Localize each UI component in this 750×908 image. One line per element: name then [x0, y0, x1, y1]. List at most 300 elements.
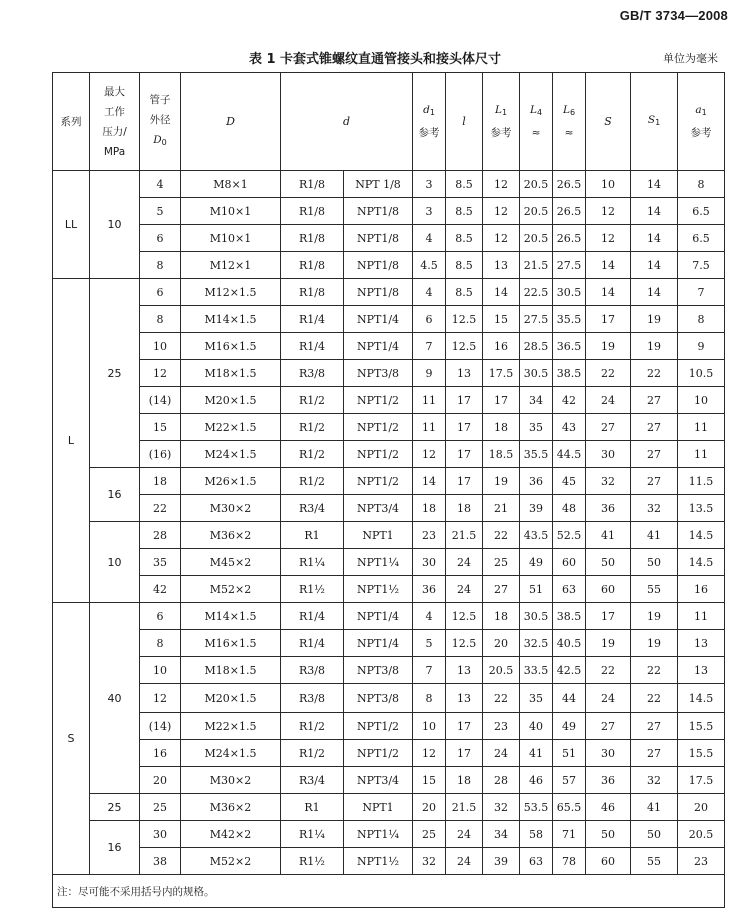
table-cell: 65.5: [553, 794, 586, 821]
table-cell: 51: [520, 576, 553, 603]
table-cell: 41: [520, 740, 553, 767]
table-cell: 13: [446, 684, 483, 713]
table-cell: 17.5: [483, 360, 520, 387]
table-cell: 12: [413, 740, 446, 767]
table-cell: R1/2: [281, 713, 344, 740]
table-cell: 14: [413, 468, 446, 495]
table-cell: M45×2: [181, 549, 281, 576]
table-row: [53, 171, 725, 198]
table-cell: M24×1.5: [181, 740, 281, 767]
table-cell: 46: [586, 794, 631, 821]
table-cell: 15: [140, 414, 181, 441]
table-cell: 17: [586, 306, 631, 333]
table-cell: (14): [140, 387, 181, 414]
table-row: [53, 522, 725, 549]
table-cell: 11: [678, 441, 725, 468]
table-cell: 52.5: [553, 522, 586, 549]
table-cell: NPT3/4: [344, 495, 413, 522]
table-cell: 24: [446, 821, 483, 848]
table-row: [53, 767, 725, 794]
table-cell: 19: [483, 468, 520, 495]
table-cell: 17: [446, 740, 483, 767]
table-cell: 13.5: [678, 495, 725, 522]
table-cell: 17: [446, 713, 483, 740]
table-cell: 10: [140, 657, 181, 684]
col-S-header: S: [586, 73, 631, 171]
table-cell: M14×1.5: [181, 306, 281, 333]
table-cell: NPT1: [344, 522, 413, 549]
table-cell: 17: [446, 441, 483, 468]
table-cell: 13: [446, 657, 483, 684]
table-cell: 30.5: [520, 603, 553, 630]
table-cell: 30.5: [520, 360, 553, 387]
table-cell: M52×2: [181, 848, 281, 875]
table-cell: 14: [631, 198, 678, 225]
table-cell: 12: [483, 171, 520, 198]
table-cell: 60: [586, 848, 631, 875]
table-cell: 51: [553, 740, 586, 767]
table-cell: R1: [281, 522, 344, 549]
col-L6-header: $L_6$ ≈: [553, 73, 586, 171]
table-cell: 7: [413, 657, 446, 684]
table-cell: R1/4: [281, 333, 344, 360]
table-cell: 44: [553, 684, 586, 713]
table-cell: 12: [483, 225, 520, 252]
table-cell: 36: [413, 576, 446, 603]
table-cell: 19: [631, 630, 678, 657]
table-cell: 22: [483, 684, 520, 713]
table-cell: R1¼: [281, 821, 344, 848]
table-cell: 18: [413, 495, 446, 522]
table-cell: 14.5: [678, 522, 725, 549]
table-cell: 15: [413, 767, 446, 794]
table-cell: M24×1.5: [181, 441, 281, 468]
pressure-cell: 16: [90, 468, 140, 522]
table-cell: 12: [413, 441, 446, 468]
table-cell: 20.5: [520, 171, 553, 198]
table-cell: R3/8: [281, 360, 344, 387]
table-cell: 12: [586, 225, 631, 252]
table-cell: NPT1/2: [344, 713, 413, 740]
table-cell: 45: [553, 468, 586, 495]
table-cell: 24: [483, 740, 520, 767]
table-cell: 44.5: [553, 441, 586, 468]
table-cell: 32: [413, 848, 446, 875]
table-cell: 28: [140, 522, 181, 549]
table-note: 注：尽可能不采用括号内的规格。: [53, 875, 725, 908]
table-cell: 50: [631, 821, 678, 848]
table-cell: 21.5: [446, 794, 483, 821]
table-cell: 15.5: [678, 740, 725, 767]
table-cell: 7.5: [678, 252, 725, 279]
table-cell: 48: [553, 495, 586, 522]
table-cell: 8: [678, 306, 725, 333]
table-cell: NPT1/4: [344, 630, 413, 657]
table-cell: 27: [631, 713, 678, 740]
table-row: [53, 414, 725, 441]
col-d-header: d: [281, 73, 413, 171]
table-cell: 40.5: [553, 630, 586, 657]
table-cell: NPT1/8: [344, 279, 413, 306]
table-cell: M36×2: [181, 522, 281, 549]
col-pressure-header: 最大 工作 压力/ MPa: [90, 73, 140, 171]
table-cell: 22: [586, 657, 631, 684]
note-row: [53, 875, 725, 908]
table-cell: 71: [553, 821, 586, 848]
table-cell: NPT1/8: [344, 225, 413, 252]
table-cell: M16×1.5: [181, 630, 281, 657]
table-cell: 22: [483, 522, 520, 549]
pressure-cell: 40: [90, 603, 140, 794]
table-cell: 32: [631, 767, 678, 794]
table-row: [53, 848, 725, 875]
table-cell: 8.5: [446, 198, 483, 225]
table-cell: (14): [140, 713, 181, 740]
table-cell: 6: [140, 603, 181, 630]
table-row: [53, 198, 725, 225]
table-cell: 9: [678, 333, 725, 360]
table-row: [53, 549, 725, 576]
table-cell: 10.5: [678, 360, 725, 387]
table-cell: R1/8: [281, 279, 344, 306]
table-cell: 14.5: [678, 684, 725, 713]
table-cell: 4: [140, 171, 181, 198]
table-row: [53, 713, 725, 740]
table-cell: 13: [446, 360, 483, 387]
table-cell: 13: [483, 252, 520, 279]
table-cell: 24: [586, 684, 631, 713]
table-cell: M30×2: [181, 767, 281, 794]
table-cell: 19: [631, 333, 678, 360]
table-cell: 18: [446, 767, 483, 794]
table-cell: 4: [413, 603, 446, 630]
table-cell: 8: [140, 306, 181, 333]
table-cell: 24: [446, 848, 483, 875]
table-cell: (16): [140, 441, 181, 468]
table-cell: NPT3/4: [344, 767, 413, 794]
col-d1-header: $d_1$ 参考: [413, 73, 446, 171]
table-cell: 32.5: [520, 630, 553, 657]
table-cell: 27: [631, 414, 678, 441]
table-cell: 8.5: [446, 252, 483, 279]
table-cell: NPT3/8: [344, 360, 413, 387]
table-cell: 14: [483, 279, 520, 306]
table-cell: M10×1: [181, 198, 281, 225]
table-cell: R1½: [281, 576, 344, 603]
table-cell: 14: [586, 252, 631, 279]
table-row: [53, 387, 725, 414]
series-cell: LL: [53, 171, 90, 279]
table-cell: 36.5: [553, 333, 586, 360]
table-cell: 41: [631, 794, 678, 821]
table-cell: 6.5: [678, 225, 725, 252]
table-cell: R1/8: [281, 225, 344, 252]
table-row: [53, 306, 725, 333]
table-cell: 36: [520, 468, 553, 495]
table-cell: 6: [140, 225, 181, 252]
table-cell: R1/8: [281, 198, 344, 225]
table-cell: 35.5: [520, 441, 553, 468]
table-cell: 12.5: [446, 630, 483, 657]
table-cell: 10: [678, 387, 725, 414]
table-cell: 27: [631, 740, 678, 767]
table-cell: 21.5: [520, 252, 553, 279]
table-cell: 19: [631, 603, 678, 630]
table-cell: 43: [553, 414, 586, 441]
table-cell: R3/4: [281, 495, 344, 522]
table-cell: 21: [483, 495, 520, 522]
table-cell: 36: [586, 767, 631, 794]
table-cell: M8×1: [181, 171, 281, 198]
table-cell: M52×2: [181, 576, 281, 603]
table-cell: 27: [483, 576, 520, 603]
table-cell: M26×1.5: [181, 468, 281, 495]
table-row: [53, 684, 725, 713]
table-cell: 21.5: [446, 522, 483, 549]
col-l-header: l: [446, 73, 483, 171]
table-cell: 55: [631, 848, 678, 875]
table-cell: M16×1.5: [181, 333, 281, 360]
table-cell: 26.5: [553, 225, 586, 252]
table-cell: 17: [446, 468, 483, 495]
table-cell: 18: [483, 414, 520, 441]
table-cell: 53.5: [520, 794, 553, 821]
table-cell: 8.5: [446, 225, 483, 252]
table-row: [53, 279, 725, 306]
table-cell: 49: [553, 713, 586, 740]
series-cell: L: [53, 279, 90, 603]
table-cell: 24: [446, 549, 483, 576]
table-cell: 15: [483, 306, 520, 333]
table-cell: 38.5: [553, 360, 586, 387]
table-cell: M10×1: [181, 225, 281, 252]
col-D-header: D: [181, 73, 281, 171]
table-row: [53, 576, 725, 603]
table-cell: 26.5: [553, 171, 586, 198]
table-cell: 22: [140, 495, 181, 522]
table-cell: 4.5: [413, 252, 446, 279]
pressure-cell: 25: [90, 279, 140, 468]
table-cell: 30: [413, 549, 446, 576]
table-cell: 18: [140, 468, 181, 495]
table-cell: 12: [483, 198, 520, 225]
table-row: [53, 495, 725, 522]
table-cell: NPT1½: [344, 576, 413, 603]
table-cell: 24: [446, 576, 483, 603]
table-cell: 39: [520, 495, 553, 522]
table-cell: R3/8: [281, 657, 344, 684]
table-cell: 11: [678, 603, 725, 630]
table-cell: 17.5: [678, 767, 725, 794]
table-cell: M36×2: [181, 794, 281, 821]
table-cell: 12.5: [446, 306, 483, 333]
table-cell: R3/4: [281, 767, 344, 794]
table-cell: M14×1.5: [181, 603, 281, 630]
table-cell: 28.5: [520, 333, 553, 360]
table-cell: 30: [140, 821, 181, 848]
table-cell: 14.5: [678, 549, 725, 576]
table-cell: 58: [520, 821, 553, 848]
table-cell: 34: [483, 821, 520, 848]
table-cell: 23: [483, 713, 520, 740]
table-cell: 41: [631, 522, 678, 549]
table-cell: 13: [678, 657, 725, 684]
table-cell: 50: [586, 821, 631, 848]
table-cell: NPT1½: [344, 848, 413, 875]
table-cell: R1/4: [281, 630, 344, 657]
table-cell: NPT1/2: [344, 414, 413, 441]
table-row: [53, 657, 725, 684]
table-title: 表 1 卡套式锥螺纹直通管接头和接头体尺寸: [248, 52, 502, 67]
table-cell: 30.5: [553, 279, 586, 306]
table-cell: R1/4: [281, 306, 344, 333]
table-cell: 3: [413, 171, 446, 198]
table-cell: 12: [140, 684, 181, 713]
table-cell: 23: [678, 848, 725, 875]
table-cell: 8.5: [446, 171, 483, 198]
table-cell: 46: [520, 767, 553, 794]
table-cell: 63: [553, 576, 586, 603]
table-cell: 57: [553, 767, 586, 794]
table-cell: 6: [413, 306, 446, 333]
table-cell: 34: [520, 387, 553, 414]
table-cell: 8.5: [446, 279, 483, 306]
table-cell: R1/2: [281, 387, 344, 414]
table-cell: 27: [586, 713, 631, 740]
table-cell: 17: [586, 603, 631, 630]
table-cell: R1/2: [281, 441, 344, 468]
col-L4-header: $L_4$ ≈: [520, 73, 553, 171]
table-cell: 4: [413, 279, 446, 306]
col-a1-header: $a_1$ 参考: [678, 73, 725, 171]
table-row: [53, 333, 725, 360]
table-cell: 38.5: [553, 603, 586, 630]
table-cell: M20×1.5: [181, 387, 281, 414]
table-cell: 25: [483, 549, 520, 576]
table-cell: 35: [520, 414, 553, 441]
table-row: [53, 360, 725, 387]
table-cell: 5: [140, 198, 181, 225]
table-cell: 23: [413, 522, 446, 549]
table-cell: 42.5: [553, 657, 586, 684]
table-cell: M12×1: [181, 252, 281, 279]
table-cell: NPT3/8: [344, 657, 413, 684]
table-cell: 14: [631, 225, 678, 252]
series-cell: S: [53, 603, 90, 875]
table-cell: M18×1.5: [181, 657, 281, 684]
table-cell: 17: [446, 414, 483, 441]
table-cell: 10: [586, 171, 631, 198]
table-cell: 40: [520, 713, 553, 740]
table-cell: 50: [586, 549, 631, 576]
table-cell: R1/8: [281, 252, 344, 279]
table-cell: 20.5: [520, 225, 553, 252]
table-cell: NPT1/4: [344, 333, 413, 360]
table-cell: 20: [413, 794, 446, 821]
pressure-cell: 10: [90, 171, 140, 279]
table-cell: 17: [483, 387, 520, 414]
table-cell: 9: [413, 360, 446, 387]
table-cell: 22: [586, 360, 631, 387]
table-cell: 22: [631, 684, 678, 713]
table-cell: 6.5: [678, 198, 725, 225]
table-cell: 19: [586, 333, 631, 360]
table-cell: 15.5: [678, 713, 725, 740]
table-cell: 28: [483, 767, 520, 794]
unit-label: 单位为毫米: [663, 52, 718, 65]
table-cell: NPT3/8: [344, 684, 413, 713]
table-cell: 16: [678, 576, 725, 603]
table-cell: 14: [586, 279, 631, 306]
table-row: [53, 468, 725, 495]
table-cell: NPT1/2: [344, 740, 413, 767]
table-cell: NPT1¼: [344, 549, 413, 576]
table-cell: 60: [586, 576, 631, 603]
table-cell: 20: [140, 767, 181, 794]
table-cell: 27: [631, 468, 678, 495]
col-L1-header: $L_1$ 参考: [483, 73, 520, 171]
table-cell: NPT1/8: [344, 252, 413, 279]
table-cell: NPT1/4: [344, 603, 413, 630]
table-cell: M30×2: [181, 495, 281, 522]
table-cell: 11: [413, 387, 446, 414]
table-cell: 63: [520, 848, 553, 875]
table-cell: 18: [446, 495, 483, 522]
table-cell: 7: [678, 279, 725, 306]
table-cell: 10: [140, 333, 181, 360]
table-cell: 32: [586, 468, 631, 495]
table-cell: 36: [586, 495, 631, 522]
table-cell: M20×1.5: [181, 684, 281, 713]
table-cell: R1/2: [281, 740, 344, 767]
table-cell: R1/2: [281, 468, 344, 495]
table-cell: 42: [553, 387, 586, 414]
table-cell: 42: [140, 576, 181, 603]
table-cell: 50: [631, 549, 678, 576]
table-cell: 11: [678, 414, 725, 441]
table-row: [53, 821, 725, 848]
table-cell: 20.5: [520, 198, 553, 225]
table-cell: M18×1.5: [181, 360, 281, 387]
table-cell: NPT1/4: [344, 306, 413, 333]
table-cell: NPT1/2: [344, 441, 413, 468]
table-row: [53, 794, 725, 821]
table-cell: M42×2: [181, 821, 281, 848]
dimensions-table: [52, 72, 725, 908]
table-cell: 12.5: [446, 333, 483, 360]
table-cell: 25: [413, 821, 446, 848]
table-cell: 49: [520, 549, 553, 576]
table-cell: 7: [413, 333, 446, 360]
table-cell: 14: [631, 279, 678, 306]
table-row: [53, 603, 725, 630]
table-cell: 25: [140, 794, 181, 821]
table-cell: 24: [586, 387, 631, 414]
table-cell: 18.5: [483, 441, 520, 468]
table-cell: 55: [631, 576, 678, 603]
table-cell: 60: [553, 549, 586, 576]
table-cell: 43.5: [520, 522, 553, 549]
table-cell: 8: [678, 171, 725, 198]
table-cell: NPT1/2: [344, 468, 413, 495]
table-row: [53, 252, 725, 279]
table-cell: 20: [483, 630, 520, 657]
table-cell: 8: [413, 684, 446, 713]
table-cell: 14: [631, 252, 678, 279]
table-cell: M22×1.5: [181, 713, 281, 740]
table-cell: 19: [631, 306, 678, 333]
table-cell: 4: [413, 225, 446, 252]
